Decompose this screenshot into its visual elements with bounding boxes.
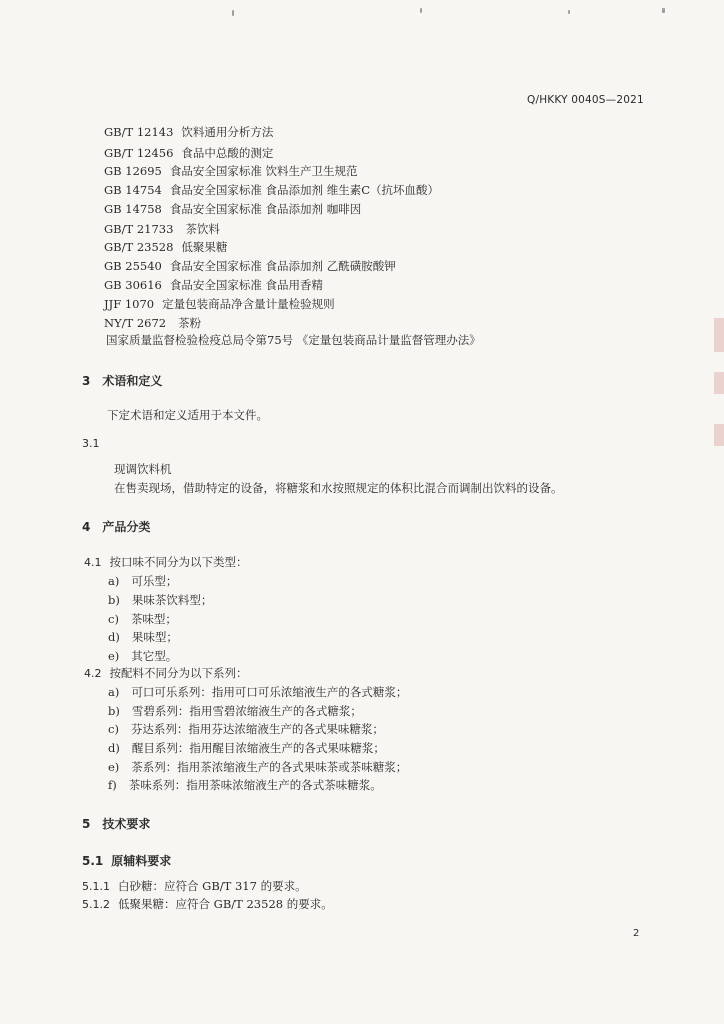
- list-item: [108, 760, 407, 774]
- page-edge-mark: [714, 318, 724, 352]
- reference-code: GB 30616: [104, 278, 162, 292]
- clause-number: 3.1: [82, 437, 100, 450]
- reference-title: 食品安全国家标准 食品添加剂 维生素C（抗坏血酸）: [169, 183, 439, 197]
- list-text: 茶系列：指用茶浓缩液生产的各式果味茶或茶味糖浆；: [131, 760, 408, 774]
- reference-item: [104, 125, 273, 139]
- reference-title: 饮料通用分析方法: [181, 125, 274, 139]
- reference-title: 食品安全国家标准 食品用香精: [169, 278, 324, 292]
- list-marker: b): [108, 704, 120, 718]
- reference-item: [104, 240, 227, 254]
- reference-title: 食品安全国家标准 食品添加剂 乙酰磺胺酸钾: [169, 259, 396, 273]
- clause-line: [84, 666, 248, 681]
- list-text: 茶味型；: [130, 612, 177, 626]
- reference-code: GB/T 12143: [104, 125, 174, 139]
- section-number: 5: [82, 817, 91, 831]
- reference-item: [104, 259, 396, 273]
- list-marker: c): [108, 722, 119, 736]
- reference-code: GB 14754: [104, 183, 162, 197]
- subsection-heading: [82, 852, 171, 869]
- clause-number: 4.1: [84, 556, 102, 569]
- list-item: [108, 685, 407, 699]
- scan-speck: [568, 10, 570, 14]
- reference-code: NY/T 2672: [104, 316, 167, 330]
- clause-number: 4.2: [84, 667, 102, 680]
- clause-number: 5.1.1: [82, 880, 110, 893]
- section-title: 产品分类: [102, 520, 151, 534]
- list-text: 可乐型；: [131, 574, 178, 588]
- scan-speck: [662, 8, 665, 13]
- term-name: 现调饮料机: [114, 462, 172, 476]
- scan-speck: [232, 10, 234, 16]
- list-text: 其它型。: [131, 649, 178, 663]
- section-number: 3: [82, 374, 91, 388]
- list-item: [108, 704, 362, 718]
- reference-title: 定量包装商品净含量计量检验规则: [162, 297, 335, 311]
- reference-item: [104, 146, 273, 160]
- list-item: [108, 630, 178, 644]
- reference-title: 食品安全国家标准 食品添加剂 咖啡因: [169, 202, 362, 216]
- list-text: 果味型；: [131, 630, 178, 644]
- term-definition: 在售卖现场，借助特定的设备，将糖浆和水按照规定的体积比混合而调制出饮料的设备。: [114, 481, 563, 495]
- reference-item: [104, 202, 361, 216]
- list-text: 芬达系列：指用芬达浓缩液生产的各式果味糖浆；: [130, 722, 384, 736]
- list-text: 果味茶饮料型；: [131, 593, 213, 607]
- reference-code: JJF 1070: [104, 297, 155, 311]
- clause-text: 白砂糖：应符合 GB/T 317 的要求。: [118, 879, 307, 893]
- list-marker: d): [108, 630, 120, 644]
- reference-code: GB 12695: [104, 164, 162, 178]
- clause-text: 按口味不同分为以下类型：: [109, 555, 248, 569]
- reference-item: [104, 222, 220, 236]
- list-item: [108, 612, 177, 626]
- reference-title: 茶饮料: [185, 222, 220, 236]
- reference-item: [104, 278, 323, 292]
- section-heading: [82, 518, 150, 535]
- clause-number: 5.1.2: [82, 898, 110, 911]
- document-code: Q/HKKY 0040S—2021: [527, 94, 644, 106]
- section-heading: [82, 815, 150, 832]
- clause-line: [82, 897, 333, 912]
- list-item: [108, 778, 382, 792]
- list-text: 醒目系列：指用醒目浓缩液生产的各式果味糖浆；: [131, 741, 385, 755]
- clause-text: 低聚果糖：应符合 GB/T 23528 的要求。: [118, 897, 333, 911]
- list-text: 可口可乐系列：指用可口可乐浓缩液生产的各式糖浆；: [131, 685, 408, 699]
- list-marker: a): [108, 574, 120, 588]
- reference-code: GB 14758: [104, 202, 162, 216]
- list-item: [108, 649, 177, 663]
- section-heading: [82, 372, 162, 389]
- subsection-number: 5.1: [82, 854, 104, 868]
- reference-title: 低聚果糖: [181, 240, 228, 254]
- scan-speck: [420, 8, 422, 13]
- section-title: 技术要求: [102, 817, 151, 831]
- clause-text: 按配料不同分为以下系列：: [109, 666, 248, 680]
- list-item: [108, 741, 385, 755]
- subsection-title: 原辅料要求: [111, 854, 172, 868]
- reference-title: 食品中总酸的测定: [181, 146, 274, 160]
- list-marker: e): [108, 649, 120, 663]
- list-text: 茶味系列：指用茶味浓缩液生产的各式茶味糖浆。: [128, 778, 382, 792]
- reference-code: GB/T 23528: [104, 240, 174, 254]
- list-marker: e): [108, 760, 120, 774]
- list-marker: c): [108, 612, 119, 626]
- reference-item: [104, 297, 335, 311]
- reference-item: [104, 183, 439, 197]
- reference-code: GB/T 21733: [104, 222, 174, 236]
- reference-code: GB/T 12456: [104, 146, 174, 160]
- list-marker: d): [108, 741, 120, 755]
- section-number: 4: [82, 520, 91, 534]
- page-edge-mark: [714, 372, 724, 394]
- reference-decree: 国家质量监督检验检疫总局令第75号 《定量包装商品计量监督管理办法》: [106, 333, 481, 347]
- reference-title: 茶粉: [178, 316, 202, 330]
- reference-code: GB 25540: [104, 259, 162, 273]
- reference-item: [104, 316, 201, 330]
- clause-line: [82, 879, 307, 894]
- list-item: [108, 722, 384, 736]
- reference-title: 食品安全国家标准 饮料生产卫生规范: [169, 164, 358, 178]
- page-edge-mark: [714, 424, 724, 446]
- list-marker: b): [108, 593, 120, 607]
- page-number: 2: [633, 928, 640, 939]
- section-intro: 下定术语和定义适用于本文件。: [107, 408, 268, 422]
- section-title: 术语和定义: [102, 374, 163, 388]
- list-marker: a): [108, 685, 120, 699]
- list-marker: f): [108, 778, 117, 792]
- reference-item: [104, 164, 358, 178]
- list-text: 雪碧系列：指用雪碧浓缩液生产的各式糖浆；: [131, 704, 362, 718]
- list-item: [108, 593, 212, 607]
- clause-line: [84, 555, 248, 570]
- list-item: [108, 574, 177, 588]
